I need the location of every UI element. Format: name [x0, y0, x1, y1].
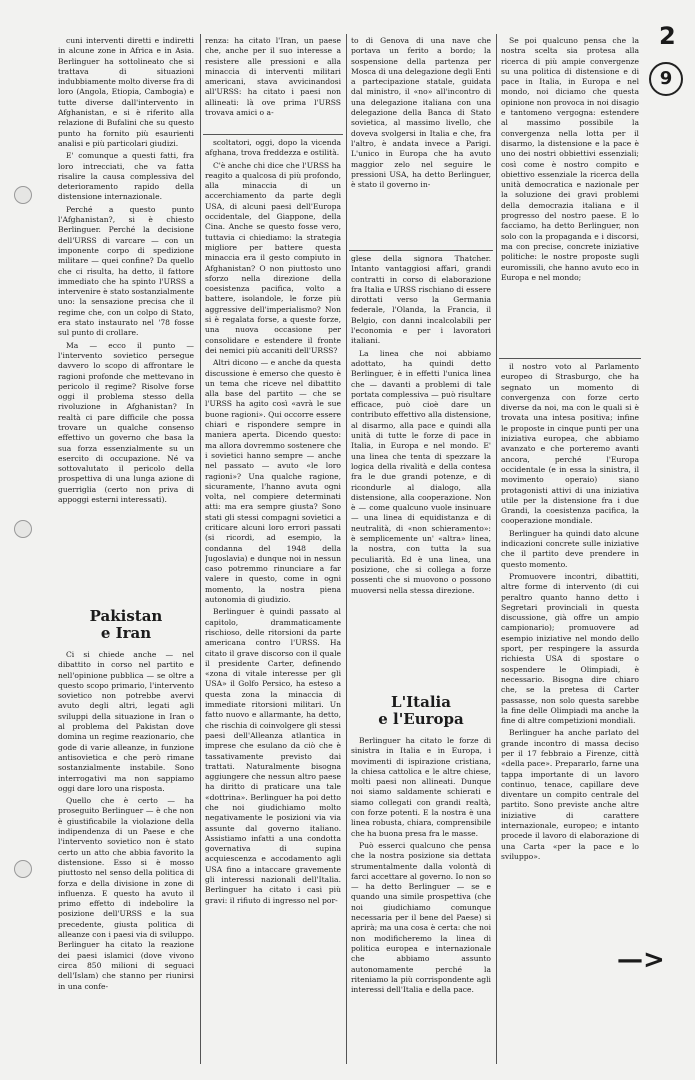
handwritten-arrow: —> — [617, 945, 665, 975]
paragraph: glese della signora Thatcher. Intanto vantaggiosi affari, grandi contratti in corso di elaborazione fra Italia e URSS rischiano di essere dirottati verso la Germania federale, l'Olanda, la Francia, il Belgio, con danni incalcolabili per l'economia e per i lavoratori italiani. — [351, 254, 491, 346]
paragraph: E' comunque a questi fatti, fra loro intrecciati, che va fatta risalire la causa complessiva del deterioramento rapido della distensione internazionale. — [58, 151, 194, 202]
paragraph: scoltatori, oggi, dopo la vicenda afghana, trova freddezza e ostilità. — [205, 138, 341, 158]
column-4-top — [501, 36, 639, 354]
heading-pakistan-line1: Pakistan — [89, 607, 163, 625]
paragraph: Può esserci qualcuno che pensa che la nostra posizione sia dettata strumentalmente dalla volontà di farci accettare al governo. Io non so — ha detto Berlinguer — se e quando una simile prospettiva (che noi giudichiamo comunque necessaria per il bene del Paese) si aprirà; ma una cosa è certa: che noi non modificheremo la linea di politica europea e internazionale che abbiamo assunto autonomamente perché la riteniamo la più corrispondente agli interessi dell'Italia e della pace. — [351, 840, 491, 995]
punch-hole — [14, 520, 32, 538]
paragraph: Promuovere incontri, dibattiti, altre forme di intervento (di cui peraltro quanto hanno detto i Segretari provinciali in questa discussione, già offre un ampio campionario); promuovere ad esempio iniziative nel mondo dello sport, per respingere la assurda richiesta USA di spostare o sospendere le Olimpiadi, è necessario. Bisogna dire chiaro che, se la pretesa di Carter passasse, non solo questa sarebbe la fine delle Olimpiadi ma anche la fine di altre competizioni mondiali. — [501, 571, 639, 726]
paragraph: il nostro voto al Parlamento europeo di Strasburgo, che ha segnato un momento di convergenza con forze certo diverse da noi, ma con le quali si è trovata una intesa positiva; infine le proposte in cinque punti per una iniziativa europea, che abbiamo avanzato e che porteremo avanti ancora, perché l'Europa occidentale (e in essa la sinistra, il movimento operaio) siano protagonisti attivi di una iniziativa utile per la distensione fra i due Grandi, la coesistenza pacifica, la cooperazione mondiale. — [501, 362, 639, 526]
heading-italia — [351, 694, 491, 728]
paragraph: Quello che è certo — ha proseguito Berlinguer — è che non è giustificabile la violazione della indipendenza di un Paese e che l'intervento sovietico non è stato certo un atto che abbia favorito la distensione. Esso si è mosso piuttosto nel senso della politica di forza e della divisione in zone di influenza. E questo ha avuto il primo effetto di indebolire la posizione dell'URSS e la sua precedente, giusta politica di alleanze con i paesi via di sviluppo. Berlinguer ha citato la reazione dei paesi islamici (dove vivono circa 850 milioni di seguaci dell'Islam) che stanno per riunirsi in una confe- — [58, 796, 194, 991]
paragraph: to di Genova di una nave che portava un ferito a bordo; la sospensione della partenza per Mosca di una delegazione degli Enti a partecipazione statale, guidata dal ministro, il «no» all'incontro di una delegazione italiana con una delegazione della Banca di Stato sovietica, al massimo livello, che doveva svolgersi in Italia e che, fra l'altro, è andata invece a Parigi. L'unico in Europa che ha avuto maggior zelo nel seguire le pressioni USA, ha detto Berlinguer, è stato il governo in- — [351, 36, 491, 190]
column-3-bottom — [351, 686, 491, 1066]
column-rule — [496, 34, 497, 1064]
handwritten-page-number: 2 — [659, 22, 676, 50]
punch-hole — [14, 186, 32, 204]
paragraph: Berlinguer ha citato le forze di sinistra in Italia e in Europa, i movimenti di ispirazione cristiana, la chiesa cattolica e le altre chiese, molti paesi non allineati. Dunque noi siamo saldamente schierati e siamo collegati con grandi realtà, con forze potenti. E la nostra è una linea robusta, chiara, comprensibile che ha buona presa fra le masse. — [351, 736, 491, 838]
paragraph: Se poi qualcuno pensa che la nostra scelta sia protesa alla ricerca di più ampie convergenze su una politica di distensione e di pace in Italia, in Europa e nel mondo, noi diciamo che questa opinione non provoca in noi disagio e tantomeno vergogna: estendere al massimo possibile la convergenza nella lotta per il disarmo, la distensione e la pace è uno dei nostri obbiettivi essenziali; così come è nostro compito e obiettivo essenziale la ricerca della unità democratica e nazionale per la soluzione dei gravi problemi della democrazia italiana e il progresso del nostro paese. E lo facciamo, ha detto Berlinguer, non solo con la propaganda e i discorsi, ma con precise, concrete iniziative politiche: le nostre proposte sugli euromissili, che hanno avuto eco in Europa e nel mondo; — [501, 36, 639, 282]
paragraph: Berlinguer è quindi passato al capitolo, drammaticamente rischioso, delle ritorsioni da parte americana contro l'URSS. Ha citato il grave discorso con il quale il presidente Carter, definendo «zona di vitale interesse per gli USA» il Golfo Persico, ha esteso a questa zona la minaccia di immediate ritorsioni militari. Un fatto nuovo e allarmante, ha detto, che rischia di coinvolgere gli stessi paesi dell'Alleanza atlantica in imprese che esulano da ciò che è tassativamente previsto dai trattati. Naturalmente bisogna aggiungere che nessun altro paese ha diritto di praticare una tale «dottrina». Berlinguer ha poi detto che noi giudichiamo molto negativamente le posizioni via via assunte dal governo italiano. Assistiamo infatti a una condotta governativa di supina acquiescenza e accodamento agli USA fino a intaccare gravemente gli interessi nazionali dell'Italia. Berlinguer ha citato i casi più gravi: il rifiuto di ingresso nel por- — [205, 607, 341, 905]
column-2-top — [205, 36, 341, 131]
paragraph: La linea che noi abbiamo adottato, ha quindi detto Berlinguer, è in effetti l'unica linea che — davanti a problemi di tale portata complessiva — può risultare efficace, può cioè dare un contributo effettivo alla distensione, al disarmo, alla pace e quindi alla unità di tutte le forze di pace in Italia, in Europa e nel mondo. E' una linea che tenta di spezzare la logica della rivalità e della contesa fra le due grandi potenze, e di ricondurle al dialogo, alla distensione, alla cooperazione. Non è — come qualcuno vuole insinuare — una linea di equidistanza e di neutralità, di «non schieramento»: è semplicemente un' «altra» linea, la nostra, con tutta la sua peculiarità. Ed è una linea, una posizione, che si collega a forze possenti che si muovono o possono muoversi nella stessa direzione. — [351, 348, 491, 595]
section-rule — [203, 134, 343, 135]
heading-pakistan-line2: e Iran — [100, 624, 152, 642]
column-1-bottom — [58, 600, 194, 1060]
column-rule — [346, 34, 347, 1064]
paragraph: Perché a questo punto l'Afghanistan?, si è chiesto Berlinguer. Perché la decisione dell'URSS di varcare — con un imponente corpo di spedizione militare — quei confine? Da quello che ci risulta, ha detto, il fattore immediato che ha spinto l'URSS a intervenire è stato sostanzialmente uno: la sensazione precisa che il regime che, con un colpo di Stato, era stato instaurato nel '78 fosse sul punto di crollare. — [58, 204, 194, 338]
paragraph: Berlinguer ha anche parlato del grande incontro di massa deciso per il 17 febbraio a Firenze, città «della pace». Prepararlo, farne una tappa importante di un lavoro continuo, tenace, capillare deve diventare un compito centrale del partito. Sono previste anche altre iniziative di carattere internazionale, europeo; e intanto procede il lavoro di elaborazione di una Carta «per la pace e lo sviluppo». — [501, 728, 639, 861]
heading-pakistan — [58, 608, 194, 642]
paragraph: Berlinguer ha quindi dato alcune indicazioni concrete sulle iniziative che il partito deve prendere in questo momento. — [501, 528, 639, 569]
paragraph: C'è anche chi dice che l'URSS ha reagito a qualcosa di più profondo, alla minaccia di un accerchiamento da parte degli USA, di alcuni paesi dell'Europa occidentale, del Giappone, della Cina. Anche se questo fosse vero, tuttavia ci chiediamo: la strategia migliore per battere questa minaccia era il gesto compiuto in Afghanistan? O non piuttosto uno sforzo nella direzione della coesistenza pacifica, volto a battere, isolandole, le forze più aggressive dell'imperialismo? Non si è regalata forse, a queste forze, una nuova occasione per consolidare e estendere il fronte dei nemici più accaniti dell'URSS? — [205, 160, 341, 355]
column-2-bottom — [205, 138, 341, 1060]
paragraph: Altri dicono — e anche da questa discussione è emerso che questo è un tema che riceve nel dibattito alla base del partito — che se l'URSS ha agito così «avrà le sue buone ragioni». Qui occorre essere chiari e rispondere sempre in maniera aperta. Dicendo questo: ma allora dovremmo sostenere che i sovietici hanno sempre — anche nel passato — avuto «le loro ragioni»? Una qualche ragione, sicuramente, l'hanno avuta ogni volta, nel compiere determinati atti: ma era sempre giusta? Sono stati gli stessi compagni sovietici a criticare alcuni loro errori passati (si ricordi, ad esempio, la condanna del 1948 della Jugoslavia) e dunque noi in nessun caso potremmo rinunciare a far valere in questo, come in ogni momento, la nostra piena autonomia di giudizio. — [205, 358, 341, 605]
paragraph: cuni interventi diretti e indiretti in alcune zone in Africa e in Asia. Berlinguer ha sottolineato che si trattava di situazioni indubbiamente molto diverse fra di loro (Angola, Etiopia, Cambogia) e tutte diverse dall'intervento in Afghanistan, e si è riferito alla relazione di Bufalini che su questo punto ha fornito più esaurienti analisi e più particolari giudizi. — [58, 36, 194, 148]
column-rule — [200, 34, 201, 1064]
paragraph: Ci si chiede anche — nel dibattito in corso nel partito e nell'opinione pubblica — se oltre a questo scopo primario, l'intervento sovietico non potrebbe avervi avuto degli altri, legati agli sviluppi della situazione in Iran o al problema del Pakistan dove domina un regime reazionario, che gode di varie alleanze, in funzione antisovietica e che però rimane sostanzialmente instabile. Sono interrogativi ma non sappiamo oggi dare loro una risposta. — [58, 650, 194, 793]
paragraph: Ma — ecco il punto — l'intervento sovietico persegue davvero lo scopo di affrontare le ragioni profonde che mettevano in pericolo il regime? Risolve forse oggi il problema stesso della rivoluzione in Afghanistan? In realtà ci pare difficile che possa trovare un qualche consenso effettivo un governo che basa la sua forza essenzialmente su un esercito di occupazione. Né va sottovalutato il pericolo della prospettiva di una lunga azione di guerriglia (certo non priva di appoggi esterni interessati). — [58, 340, 194, 505]
column-3-mid — [351, 254, 491, 734]
handwritten-circled-number: 9 — [649, 62, 683, 96]
column-3-top — [351, 36, 491, 248]
section-rule — [349, 250, 493, 251]
heading-italia-line2: e l'Europa — [378, 710, 464, 728]
heading-italia-line1: L'Italia — [391, 693, 451, 711]
column-1-top — [58, 36, 194, 596]
section-rule — [499, 358, 641, 359]
punch-hole — [14, 860, 32, 878]
paragraph: renza: ha citato l'Iran, un paese che, anche per il suo interesse a resistere alle pressioni e alla minaccia di interventi militari americani, stava avvicinandosi all'URSS: ha citato i paesi non allineati: là ove prima l'URSS trovava amici o a- — [205, 36, 341, 118]
